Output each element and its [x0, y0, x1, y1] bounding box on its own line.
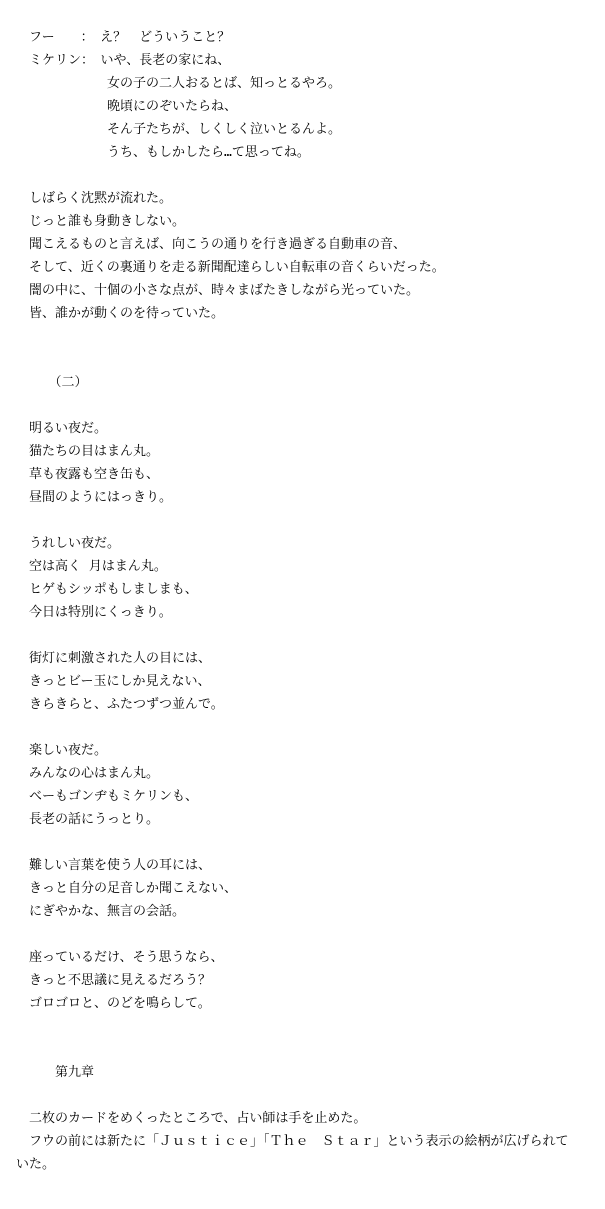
dialogue-continuation: 女の子の二人おるとば、知っとるやろ。	[16, 76, 342, 91]
dialogue-speaker-line: フー ： え？ どういうこと？	[16, 30, 231, 45]
poem-line: ヒゲもシッポもしましまも、	[16, 582, 198, 597]
narration: じっと誰も身動きしない。	[16, 214, 186, 229]
narration-continuation: いた。	[16, 1157, 56, 1172]
narration: しばらく沈黙が流れた。	[16, 191, 173, 206]
poem-line: うれしい夜だ。	[16, 536, 121, 551]
dialogue-continuation: うち、もしかしたら…て思ってね。	[16, 145, 310, 160]
dialogue-speaker-line: ミケリン： いや、長老の家にね、	[16, 53, 231, 68]
blank-line	[16, 509, 595, 532]
blank-line	[16, 1084, 595, 1107]
narration: 闇の中に、十個の小さな点が、時々まばたきしながら光っていた。	[16, 283, 420, 298]
narration: 皆、誰かが動くのを待っていた。	[16, 306, 225, 321]
poem-line: 難しい言葉を使う人の耳には、	[16, 858, 212, 873]
poem-line: きっと自分の足音しか聞こえない、	[16, 881, 238, 896]
blank-line	[16, 831, 595, 854]
blank-line	[16, 923, 595, 946]
blank-line	[16, 624, 595, 647]
narration: そして、近くの裏通りを走る新聞配達らしい自転車の音くらいだった。	[16, 260, 445, 275]
poem-line: 明るい夜だ。	[16, 421, 108, 436]
blank-line	[16, 1015, 595, 1038]
poem-line: ベーもゴンヂもミケリンも、	[16, 789, 199, 804]
poem-line: きっと不思議に見えるだろう？	[16, 973, 212, 988]
poem-line: 今日は特別にくっきり。	[16, 605, 172, 620]
text-body	[16, 26, 595, 1176]
blank-line	[16, 325, 595, 348]
chapter-heading: 第九章	[16, 1065, 95, 1080]
poem-line: 長老の話にうっとり。	[16, 812, 160, 827]
dialogue-continuation: 晩頃にのぞいたらね、	[16, 99, 238, 114]
poem-line: 街灯に刺激された人の目には、	[16, 651, 212, 666]
narration: 二枚のカードをめくったところで、占い師は手を止めた。	[16, 1111, 367, 1126]
poem-line: 昼間のようにはっきり。	[16, 490, 173, 505]
poem-line: 楽しい夜だ。	[16, 743, 108, 758]
poem-line: ゴロゴロと、のどを鳴らして。	[16, 996, 211, 1011]
blank-line	[16, 716, 595, 739]
blank-line	[16, 164, 595, 187]
narration: 聞こえるものと言えば、向こうの通りを行き過ぎる自動車の音、	[16, 237, 407, 252]
poem-line: みんなの心はまん丸。	[16, 766, 160, 781]
blank-line	[16, 394, 595, 417]
section-heading: （二）	[16, 375, 88, 390]
poem-line: きっとビー玉にしか見えない、	[16, 674, 211, 689]
poem-line: きらきらと、ふたつずつ並んで。	[16, 697, 224, 712]
poem-line: 座っているだけ、そう思うなら、	[16, 950, 224, 965]
poem-line: 草も夜露も空き缶も、	[16, 467, 160, 482]
poem-line: 猫たちの目はまん丸。	[16, 444, 160, 459]
poem-line: にぎやかな、無言の会話。	[16, 904, 186, 919]
dialogue-continuation: そん子たちが、しくしく泣いとるんよ。	[16, 122, 342, 137]
blank-line	[16, 1038, 595, 1061]
poem-line: 空は高く 月はまん丸。	[16, 559, 167, 574]
blank-line	[16, 348, 595, 371]
narration: フウの前には新たに「Ｊｕｓｔｉｃｅ」「Ｔｈｅ Ｓｔａｒ」という表示の絵柄が広げられて	[16, 1134, 569, 1149]
